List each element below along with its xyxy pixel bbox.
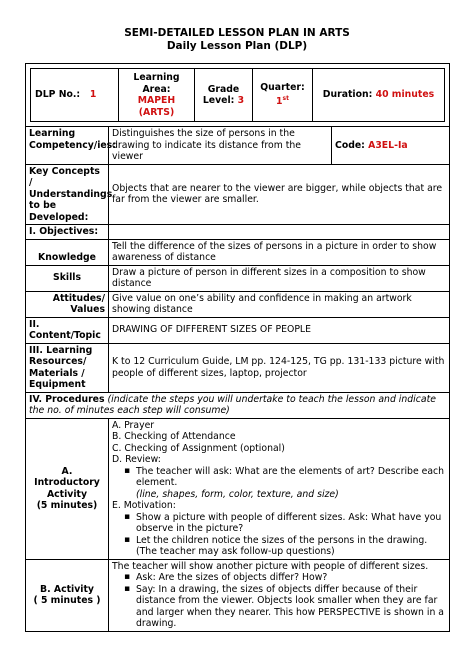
concepts-row [26,164,450,225]
list-item: ▪ Let the children notice the sizes of the persons in the drawing. (The teacher may ask follow-up questions) [136,535,446,558]
motivation-list [112,512,446,558]
concepts-label: Key Concepts / Understandings to be Developed: [26,164,109,225]
grade-level-value: 3 [237,95,245,106]
dlp-label: DLP No.: [35,89,81,101]
resources-label: III. Learning Resources/ Materials / Equipment [26,343,109,392]
step-attendance: B. Checking of Attendance [112,431,236,442]
document-subtitle: Daily Lesson Plan (DLP) [166,40,308,52]
review-answer-note: (line, shapes, form, color, texture, and size) [136,488,339,500]
lesson-plan-table [25,63,450,632]
learning-area-value: MAPEH (ARTS) [137,95,176,118]
learning-area-label: Learning Area: [133,72,180,95]
objectives-label: I. Objectives: [26,225,109,240]
content-text: DRAWING OF DIFFERENT SIZES OF PEOPLE [109,317,450,343]
grade-level-cell [195,69,253,122]
skills-row [26,265,450,291]
competency-label: Learning Competency/ies: [26,127,109,165]
learning-area-cell [119,69,195,122]
dlp-value: 1 [89,89,97,101]
attitudes-text: Give value on one’s ability and confidence in making an artwork showing distance [109,291,450,317]
activity-intro: The teacher will show another picture with people of different sizes. [112,560,429,572]
procedures-label: IV. Procedures [29,393,105,405]
attitudes-label: Attitudes/ Values [26,291,109,317]
resources-row [26,343,450,392]
quarter-label: Quarter: [260,81,305,93]
introductory-activity-label: A. Introductory Activity [34,465,100,500]
knowledge-label: Knowledge [26,239,109,265]
knowledge-text: Tell the difference of the sizes of persons in a picture in order to show awareness of distance [109,239,450,265]
info-table [30,68,445,122]
introductory-activity-label-cell [26,418,109,559]
document-header [0,27,474,53]
code-value: A3EL-Ia [368,139,408,151]
list-item: ▪ Say: In a drawing, the sizes of objects differ because of their distance from the viewer. Objects look smaller when they are far and larger when they nearer. This how PERSPECTIVE is shown in a drawing. [136,584,446,630]
duration-label: Duration: [322,89,373,101]
attitudes-row [26,291,450,317]
competency-text: Distinguishes the size of persons in the drawing to indicate its distance from the viewer [109,127,332,165]
activity-row [26,559,450,631]
review-list [112,466,446,489]
step-assignment: C. Checking of Assignment (optional) [112,442,285,454]
grade-level-label: Grade Level: [202,83,240,106]
skills-text: Draw a picture of person in different sizes in a composition to show distance [109,265,450,291]
quarter-cell [253,69,313,122]
code-label: Code: [335,139,365,151]
concepts-text: Objects that are nearer to the viewer are bigger, while objects that are far from the viewer are smaller. [109,164,450,225]
activity-label-cell [26,559,109,631]
activity-content [109,559,450,631]
content-row [26,317,450,343]
duration-cell [313,69,445,122]
quarter-value: 1 [276,96,283,108]
list-item: ▪ Ask: Are the sizes of objects differ? How? [136,572,446,584]
activity-minutes: ( 5 minutes ) [33,595,101,606]
list-item: ▪ Show a picture with people of different sizes. Ask: What have you observe in the picture? [136,512,446,535]
content-label: II. Content/Topic [26,317,109,343]
knowledge-row [26,239,450,265]
activity-label: B. Activity [40,583,94,595]
procedures-cell [26,392,450,418]
introductory-activity-minutes: (5 minutes) [36,500,98,511]
introductory-activity-row [26,418,450,559]
procedures-note: (indicate the steps you will undertake to teach the lesson and indicate the no. of minutes each step will consume) [29,393,436,416]
code-cell [332,127,450,165]
list-item: ▪ The teacher will ask: What are the elements of art? Describe each element. [136,466,446,489]
duration-value: 40 minutes [375,89,435,101]
dlp-number-cell [31,69,119,122]
competency-row [26,127,450,165]
resources-text: K to 12 Curriculum Guide, LM pp. 124-125, TG pp. 131-133 picture with people of different sizes, laptop, projector [109,343,450,392]
procedures-row [26,392,450,418]
quarter-suffix: st [282,95,289,103]
step-review: D. Review: [112,454,161,465]
info-row [26,64,450,127]
step-prayer: A. Prayer [112,419,155,431]
introductory-activity-content [109,418,450,559]
skills-label: Skills [26,265,109,291]
step-motivation: E. Motivation: [112,500,176,511]
objectives-heading-row [26,225,450,240]
activity-list [112,572,446,630]
document-title: SEMI-DETAILED LESSON PLAN IN ARTS [124,27,350,39]
